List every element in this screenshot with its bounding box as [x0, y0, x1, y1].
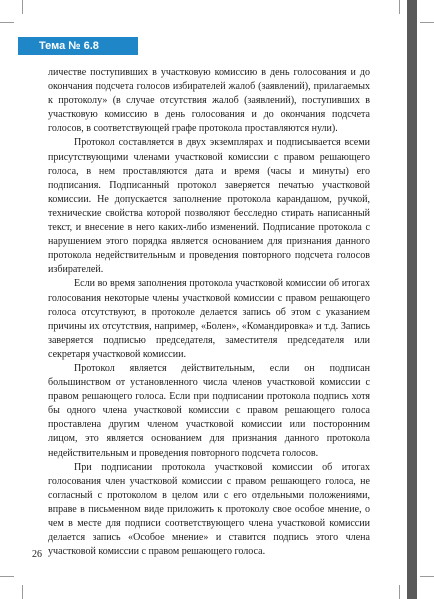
crop-mark — [399, 585, 400, 599]
paragraph: Протокол является действительным, если он подписан большинством от установленного числа членов участковой комиссии с правом решающего голоса. Если при подписании протокола подпись хотя бы одного члена участковой комиссии с правом решающего голоса проставлена другим членом участковой комиссии или посторонним лицом, это является основанием для признания данного протокола недействительным и проведения повторного подсчета голосов. — [48, 362, 370, 459]
topic-header: Тема № 6.8 — [18, 37, 138, 55]
crop-mark — [420, 22, 434, 23]
crop-mark — [0, 576, 14, 577]
page-edge-bar — [407, 0, 417, 599]
page-number: 26 — [32, 549, 42, 560]
crop-mark — [399, 0, 400, 14]
body-text — [48, 66, 370, 559]
crop-mark — [420, 576, 434, 577]
crop-mark — [0, 22, 14, 23]
crop-mark — [22, 585, 23, 599]
paragraph: Протокол составляется в двух экземплярах и подписывается всеми присутствующими членами участковой комиссии с правом решающего голоса, в нем проставляются дата и время (часы и минуты) его подписания. Подписанный протокол заверяется печатью участковой комиссии. Не допускается заполнение протокола карандашом, ручкой, технические свойства которой позволяют бесследно стирать написанный текст, и внесение в него каких-либо изменений. Подписание протокола с нарушением этого порядка является основанием для признания данного протокола недействительным и проведения повторного подсчета голосов избирателей. — [48, 137, 370, 276]
paragraph: личестве поступивших в участковую комиссию в день голосования и до окончания подсчета голосов избирателей жалоб (заявлений), прилагаемых к протоколу» (в случае отсутствия жалоб (заявлений), поступивших в участковую комиссию в день голосования и до окончания подсчета голосов, в соответствующей графе протокола проставляются нули). — [48, 67, 370, 135]
paragraph: Если во время заполнения протокола участковой комиссии об итогах голосования некоторые члены участковой комиссии с правом решающего голоса отсутствуют, в протоколе делается запись об этом с указанием причины их отсутствия, например, «Болен», «Командировка» и т.д. Запись заверяется подписью председателя, заместителя председателя или секретаря участковой комиссии. — [48, 278, 370, 360]
paragraph: При подписании протокола участковой комиссии об итогах голосования член участковой комиссии с правом решающего голоса, не согласный с протоколом в целом или с его отдельными положениями, вправе в письменном виде приложить к протоколу свое особое мнение, о чем в месте для подписи соответствующего члена участковой комиссии делается запись «Особое мнение» и ставится подпись этого члена участковой комиссии с правом решающего голоса. — [48, 461, 370, 558]
crop-mark — [22, 0, 23, 14]
